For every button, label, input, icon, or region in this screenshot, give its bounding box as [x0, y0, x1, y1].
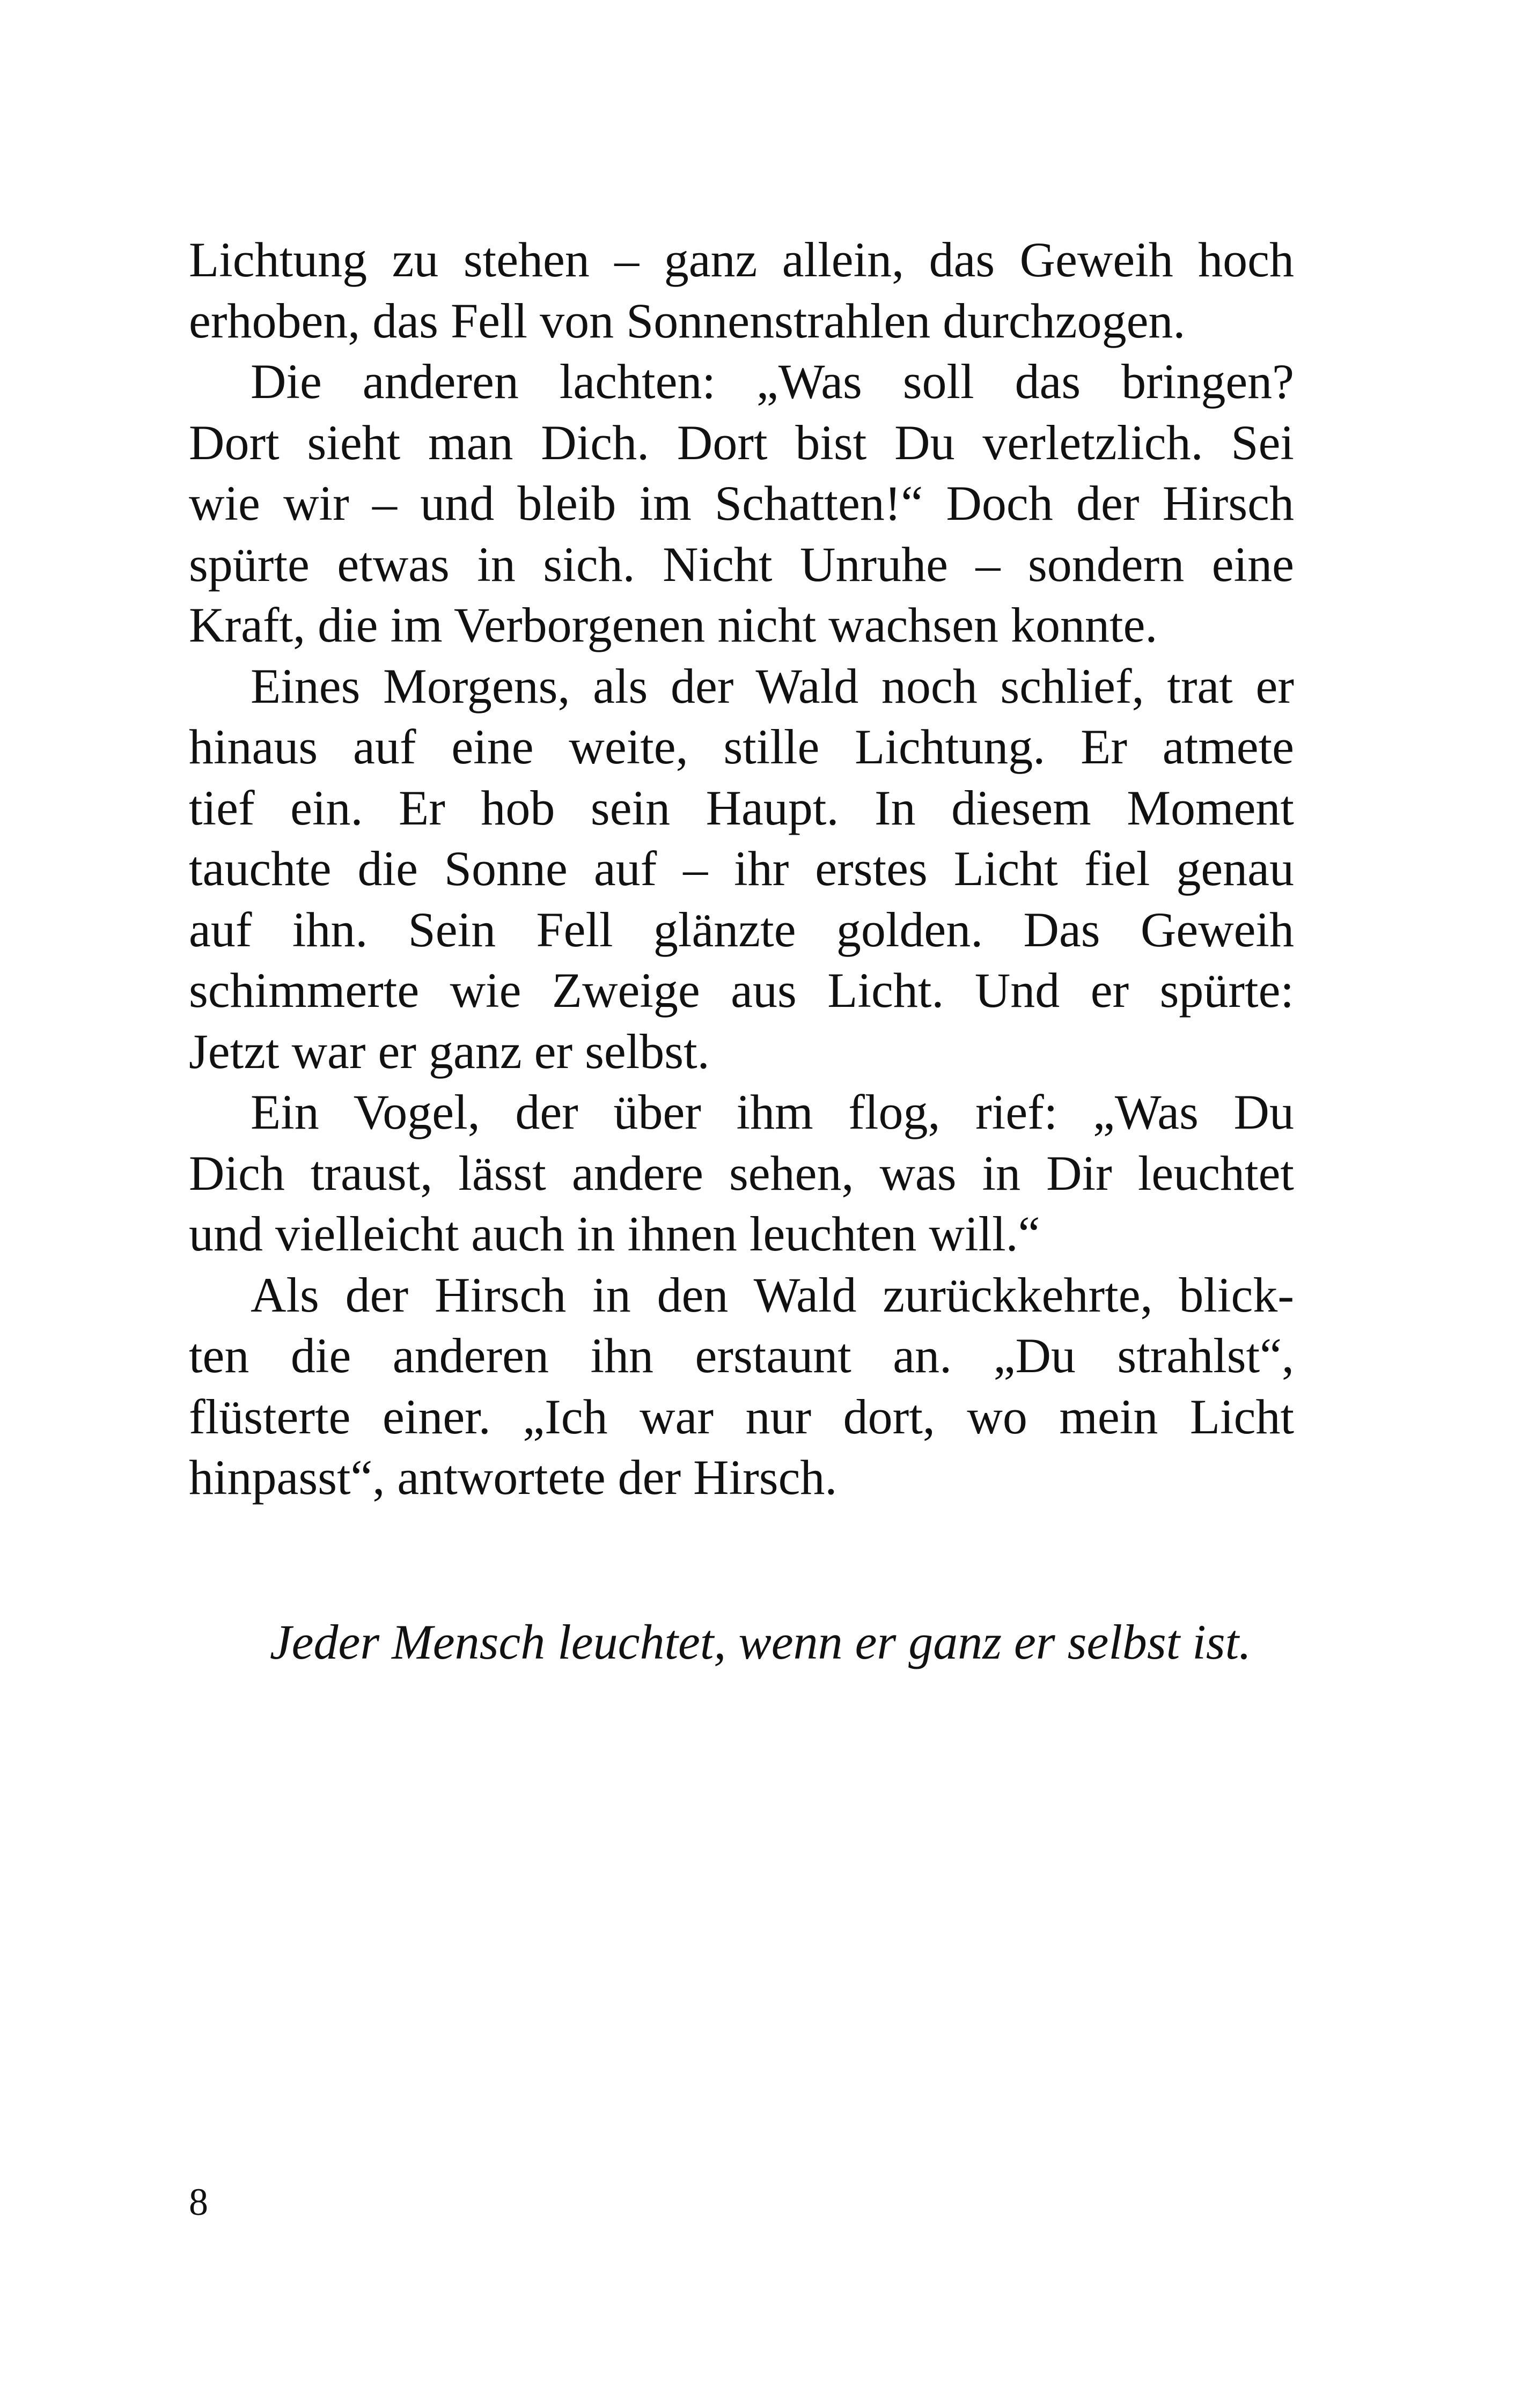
text-line: Eines Morgens, als der Wald noch schlief, trat er: [251, 658, 1294, 713]
text-line: flüsterte einer. „Ich war nur dort, wo mein Licht: [189, 1389, 1294, 1444]
text-line: und vielleicht auch in ihnen leuchten will.“: [189, 1206, 1040, 1261]
text-line: tauchte die Sonne auf – ihr erstes Licht fiel genau: [189, 841, 1294, 896]
text-line: Lichtung zu stehen – ganz allein, das Geweih hoch: [189, 232, 1294, 287]
text-line: Ein Vogel, der über ihm flog, rief: „Was Du: [251, 1085, 1294, 1139]
text-line: spürte etwas in sich. Nicht Unruhe – sondern eine: [189, 536, 1294, 592]
text-line: ten die anderen ihn erstaunt an. „Du strahlst“,: [189, 1328, 1294, 1383]
text-line: hinpasst“, antwortete der Hirsch.: [189, 1450, 837, 1505]
text-line: Dich traust, lässt andere sehen, was in Dir leuchtet: [189, 1145, 1294, 1201]
closing-maxim: Jeder Mensch leuchtet, wenn er ganz er selbst ist.: [269, 1615, 1252, 1669]
text-line: Dort sieht man Dich. Dort bist Du verletzlich. Sei: [189, 415, 1294, 470]
story-text: [189, 230, 1294, 1508]
text-line: auf ihn. Sein Fell glänzte golden. Das Geweih: [189, 902, 1294, 957]
page-number: 8: [189, 2181, 208, 2223]
text-line: tief ein. Er hob sein Haupt. In diesem Moment: [189, 780, 1294, 835]
text-line: Kraft, die im Verborgenen nicht wachsen konnte.: [189, 598, 1158, 652]
text-line: Die anderen lachten: „Was soll das bringen?: [251, 354, 1294, 409]
text-line: wie wir – und bleib im Schatten!“ Doch der Hirsch: [189, 476, 1294, 531]
text-line: erhoben, das Fell von Sonnenstrahlen durchzogen.: [189, 293, 1186, 348]
text-line: Als der Hirsch in den Wald zurückkehrte, blick-: [251, 1267, 1294, 1322]
text-line: hinaus auf eine weite, stille Lichtung. Er atmete: [189, 719, 1294, 774]
text-line: Jetzt war er ganz er selbst.: [189, 1023, 710, 1079]
text-line: schimmerte wie Zweige aus Licht. Und er spürte:: [189, 963, 1294, 1018]
